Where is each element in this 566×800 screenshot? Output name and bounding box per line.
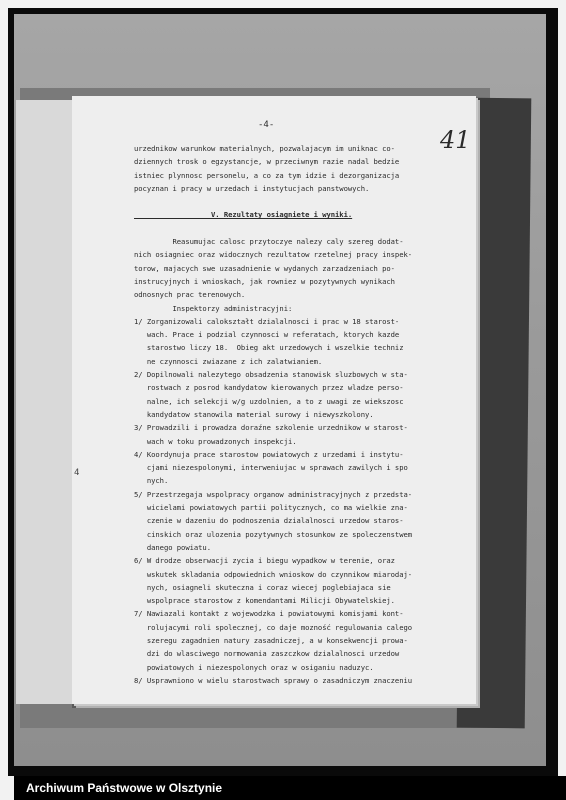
typed-text-body: [134, 142, 474, 687]
text-line: 8/ Usprawniono w wielu starostwach sprawy o zasadniczym znaczeniu: [134, 675, 413, 685]
page-number: -4-: [258, 120, 275, 130]
text-line: czenie w dazeniu do podnoszenia dzialalnosci urzedow staros-: [134, 516, 404, 526]
text-line: V. Rezultaty osiagniete i wyniki.: [134, 210, 353, 220]
document-page: [72, 96, 476, 704]
text-line: torow, majacych swe uzasadnienie w wydanych zarzadzeniach po-: [134, 263, 395, 273]
text-line: 7/ Nawiazali kontakt z wojewodzka i powiatowymi komisjami kont-: [134, 609, 404, 619]
text-line: cjami niezespolonymi, interweniujac w sprawach zawilych i spo: [134, 463, 408, 473]
text-line: [134, 195, 474, 208]
text-line: 6/ W drodze obserwacji zycia i biegu wypadkow w terenie, oraz: [134, 556, 395, 566]
handwritten-folio-number: 41: [440, 126, 471, 154]
text-line: dziennych trosk o egzystancje, w przeciwnym razie nadal bedzie: [134, 157, 400, 167]
text-line: dzi do wlasciwego normowania zaszczkow dzialalnosci urzedow: [134, 649, 400, 659]
text-line: wach w toku prowadzonych inspekcji.: [134, 436, 297, 446]
text-line: nych, osiagneli skuteczna i coraz wiecej poglebiajaca sie: [134, 582, 391, 592]
text-line: rostwach z posrod kandydatow kierowanych przez wladze perso-: [134, 383, 404, 393]
text-line: rolujacymi roli spolecznej, co daje mozność regulowania calego: [134, 622, 413, 632]
text-line: kandydatow stanowila material surowy i niewyszkolony.: [134, 409, 374, 419]
text-line: [134, 222, 474, 235]
text-line: 2/ Dopilnowali nalezytego obsadzenia stanowisk sluzbowych w sta-: [134, 370, 408, 380]
text-line: wach. Prace i podzial czynnosci w referatach, ktorych kazde: [134, 330, 400, 340]
text-line: 1/ Zorganizowali calokształt dzialalnosci i prac w 18 starost-: [134, 316, 400, 326]
archive-footer: [14, 776, 566, 800]
text-line: szeregu zagadnien natury zasadniczej, a w konsekwencji prowa-: [134, 635, 408, 645]
margin-mark: 4: [74, 468, 80, 478]
text-line: cinskich oraz ulozenia pozytywnych stosunkow ze spoleczenstwem: [134, 529, 413, 539]
text-line: istniec plynnosc personelu, a co za tym idzie i dezorganizacja: [134, 170, 400, 180]
text-line: danego powiatu.: [134, 542, 211, 552]
text-line: wskutek skladania odpowiednich wnioskow do czynnikow miarodaj-: [134, 569, 413, 579]
text-line: 3/ Prowadzili i prowadza doraźne szkolenie urzednikow w starost-: [134, 423, 408, 433]
archive-name: Archiwum Państwowe w Olsztynie: [26, 781, 223, 795]
text-line: urzednikow warunkow materialnych, pozwalajacym im uniknac co-: [134, 144, 395, 153]
text-line: starostwo liczy 18. Obieg akt urzedowych i wszelkie techniz: [134, 343, 404, 353]
text-line: Reasumujac calosc przytoczye nalezy caly szereg dodat-: [134, 237, 404, 247]
text-line: 4/ Koordynuja prace starostow powiatowych z urzedami i instytu-: [134, 449, 404, 459]
text-line: nalne, ich selekcji w/g uzdolnien, a to z uwagi ze wiekszosc: [134, 396, 404, 406]
text-line: Inspektorzy administracyjni:: [134, 303, 293, 313]
text-line: powiatowych i niezespolonych oraz w osiganiu naduzyc.: [134, 662, 374, 672]
left-page: [16, 100, 74, 704]
text-line: wicielami powiatowych partii politycznych, co ma wielkie zna-: [134, 503, 408, 513]
text-line: pocyznan i pracy w urzedach i instytucjach panstwowych.: [134, 183, 370, 193]
text-line: nich osiagniec oraz widocznych rezultatow rzetelnej pracy inspek-: [134, 250, 413, 260]
text-line: instrucyjnych i wnioskach, jak rowniez w pozytywnych wynikach: [134, 276, 395, 286]
text-line: 5/ Przestrzegaja wspolpracy organow administracyjnych z przedsta-: [134, 489, 413, 499]
text-line: nych.: [134, 476, 169, 486]
text-line: odnosnych prac terenowych.: [134, 290, 246, 300]
text-line: wspolprace starostow z komendantami Milicji Obywatelskiej.: [134, 596, 395, 606]
text-line: ne czynnosci zwiazane z ich zalatwianiem.: [134, 356, 323, 366]
